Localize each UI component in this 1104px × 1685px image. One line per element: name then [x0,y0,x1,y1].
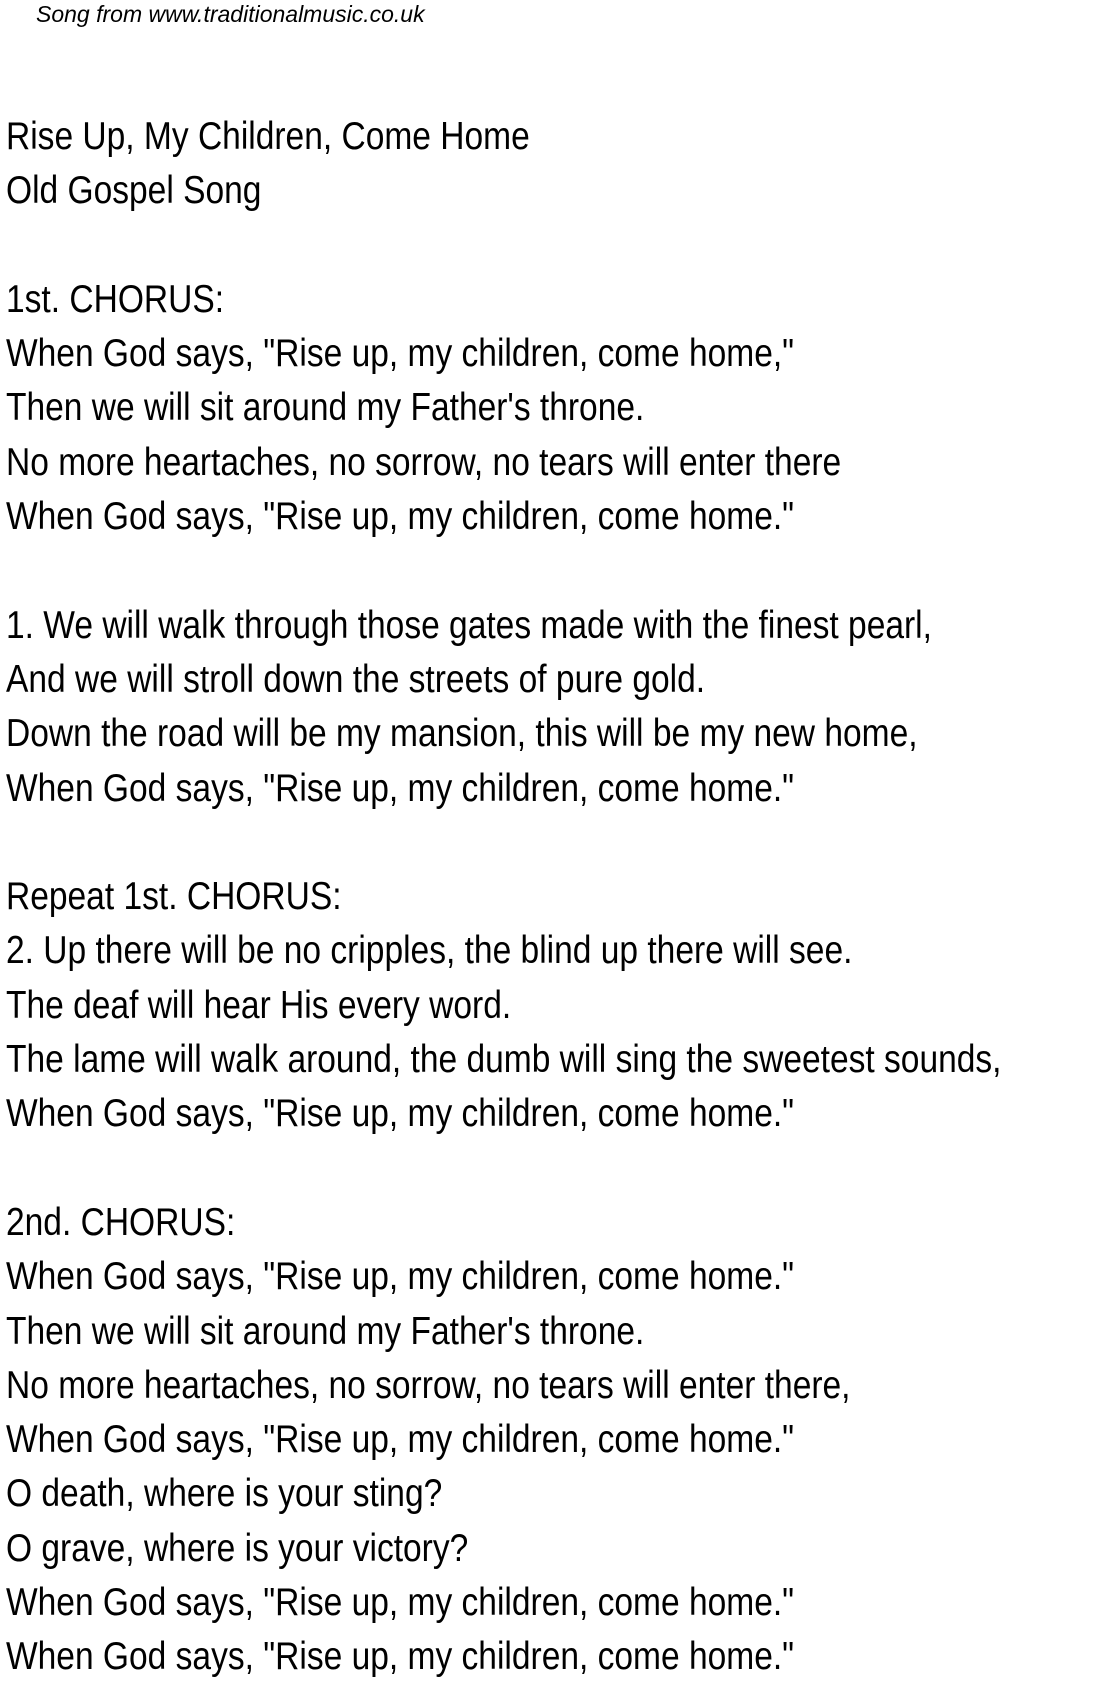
blank-line [6,1142,950,1196]
blank-line [6,816,950,870]
chorus1-heading: 1st. CHORUS: [6,277,225,321]
lyric-line: Then we will sit around my Father's throne. [6,386,645,430]
lyric-line: When God says, "Rise up, my children, come home." [6,766,795,810]
lyric-line: When God says, "Rise up, my children, come home." [6,495,795,539]
lyric-line: And we will stroll down the streets of pure gold. [6,657,706,701]
lyric-line: Then we will sit around my Father's throne. [6,1309,645,1353]
source-credit: Song from www.traditionalmusic.co.uk [36,1,425,27]
blank-line [6,219,950,273]
lyric-line: O grave, where is your victory? [6,1526,469,1570]
lyric-line: 1. We will walk through those gates made with the finest pearl, [6,603,932,647]
lyric-line: When God says, "Rise up, my children, come home." [6,1581,795,1625]
song-subtitle: Old Gospel Song [6,169,262,213]
lyric-line: The deaf will hear His every word. [6,983,512,1027]
lyrics-body [6,110,1002,1685]
lyric-line: When God says, "Rise up, my children, come home." [6,1255,795,1299]
lyric-line: When God says, "Rise up, my children, come home." [6,1092,795,1136]
lyric-line: Down the road will be my mansion, this will be my new home, [6,712,918,756]
chorus2-heading: 2nd. CHORUS: [6,1200,236,1244]
lyric-line: When God says, "Rise up, my children, come home," [6,332,795,376]
lyric-line: 2. Up there will be no cripples, the blind up there will see. [6,929,853,973]
lyric-line: When God says, "Rise up, my children, come home." [6,1635,795,1679]
song-title: Rise Up, My Children, Come Home [6,115,530,158]
lyric-line: When God says, "Rise up, my children, come home." [6,1418,795,1462]
lyric-line: The lame will walk around, the dumb will sing the sweetest sounds, [6,1038,1002,1082]
repeat-chorus-note: Repeat 1st. CHORUS: [6,875,342,919]
lyric-line: O death, where is your sting? [6,1472,443,1516]
blank-line [6,544,950,598]
lyric-line: No more heartaches, no sorrow, no tears will enter there, [6,1363,851,1407]
lyric-line: No more heartaches, no sorrow, no tears will enter there [6,440,842,484]
